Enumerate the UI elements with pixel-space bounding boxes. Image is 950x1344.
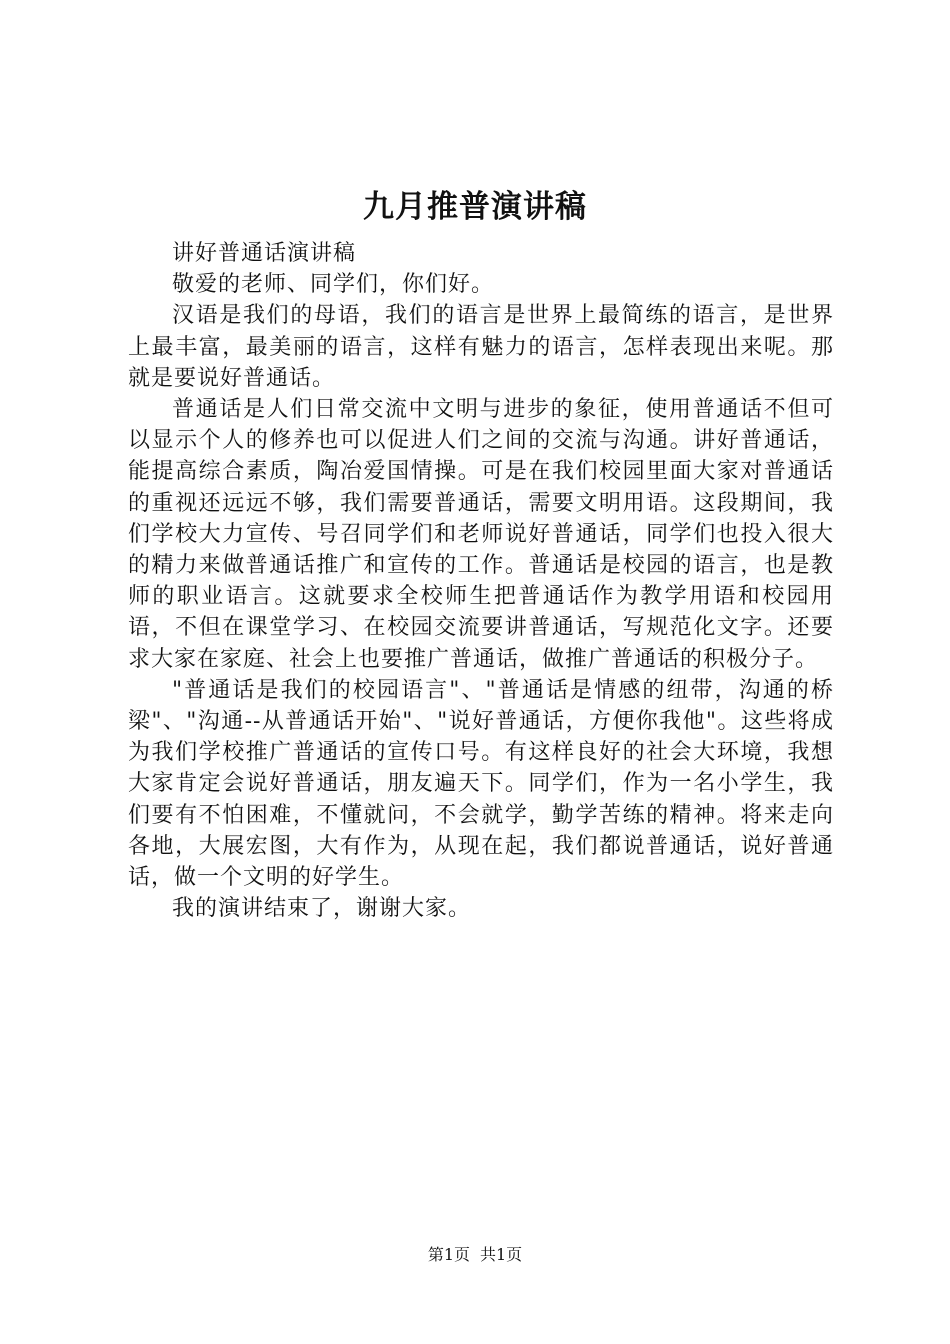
paragraph-greeting: 敬爱的老师、同学们，你们好。 [172, 272, 495, 298]
page-total: 共1页 [480, 1245, 523, 1264]
page-footer [0, 1243, 950, 1267]
document-title: 九月推普演讲稿 [363, 189, 587, 225]
paragraph-slogans: "普通话是我们的校园语言"、"普通话是情感的纽带，沟通的桥梁"、"沟通--从普通话开始"、"说好普通话，方便你我他"。这些将成为我们学校推广普通话的宣传口号。有这样良好的社会大环境，我想大家肯定会说好普通话，朋友遍天下。同学们，作为一名小学生，我们要有不怕困难，不懂就问，不会就学，勤学苦练的精神。将来走向各地，大展宏图，大有作为，从现在起，我们都说普通话，说好普通话，做一个文明的好学生。 [128, 677, 834, 891]
paragraph-importance: 普通话是人们日常交流中文明与进步的象征，使用普通话不但可以显示个人的修养也可以促进人们之间的交流与沟通。讲好普通话，能提高综合素质，陶冶爱国情操。可是在我们校园里面大家对普通话的重视还远远不够，我们需要普通话，需要文明用语。这段期间，我们学校大力宣传、号召同学们和老师说好普通话，同学们也投入很大的精力来做普通话推广和宣传的工作。普通话是校园的语言，也是教师的职业语言。这就要求全校师生把普通话作为教学用语和校园用语，不但在课堂学习、在校园交流要讲普通话，写规范化文字。还要求大家在家庭、社会上也要推广普通话，做推广普通话的积极分子。 [128, 397, 834, 672]
paragraph-intro: 汉语是我们的母语，我们的语言是世界上最简练的语言，是世界上最丰富，最美丽的语言，这样有魅力的语言，怎样表现出来呢。那就是要说好普通话。 [128, 303, 834, 391]
page-number: 第1页 [427, 1245, 470, 1264]
paragraph-closing: 我的演讲结束了，谢谢大家。 [172, 896, 472, 922]
paragraph-heading: 讲好普通话演讲稿 [172, 241, 357, 266]
document-body [128, 238, 834, 924]
